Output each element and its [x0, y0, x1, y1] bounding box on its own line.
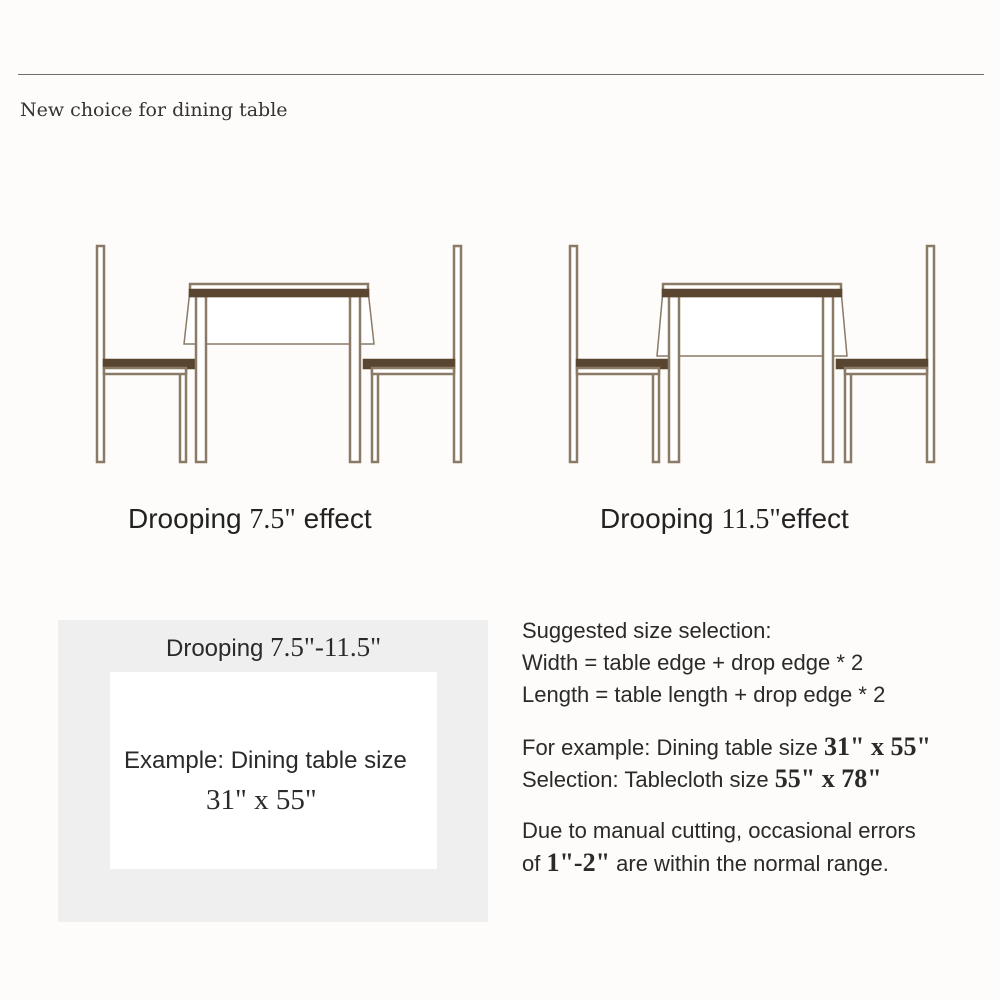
caption-suffix: effect — [303, 503, 372, 534]
tablecloth-drape — [184, 290, 374, 344]
notes-selection-prefix: Selection: Tablecloth size — [522, 767, 769, 792]
notes-length-formula: Length = table length + drop edge * 2 — [522, 682, 886, 707]
caption-drop-11-5 — [600, 503, 849, 536]
tablecloth-illustration — [110, 672, 437, 869]
table-diagram-7-5 — [92, 240, 472, 470]
table-diagram-11-5 — [565, 240, 945, 470]
caption-prefix: Drooping — [600, 503, 714, 534]
right-chair-leg — [372, 368, 378, 462]
top-divider — [18, 74, 984, 75]
caption-value: 11.5" — [721, 504, 781, 535]
right-chair-back — [454, 246, 461, 462]
left-chair-apron — [577, 368, 659, 374]
caption-drop-7-5 — [128, 503, 372, 536]
notes-heading: Suggested size selection: — [522, 618, 772, 643]
notes-selection-line — [522, 763, 931, 795]
right-chair-apron — [845, 368, 927, 374]
notes-error-suffix: are within the normal range. — [616, 851, 889, 876]
notes-error-value: 1"-2" — [546, 848, 611, 877]
example-panel — [58, 620, 488, 922]
notes-example-prefix: For example: Dining table size — [522, 735, 818, 760]
size-notes — [522, 615, 931, 879]
example-label: Example: Dining table size — [124, 747, 407, 774]
notes-example-line — [522, 731, 931, 763]
table-top-wood — [663, 290, 841, 296]
left-chair-back — [570, 246, 577, 462]
left-chair-leg — [653, 368, 659, 462]
table-leg-right — [823, 296, 833, 462]
notes-selection-value: 55" x 78" — [774, 764, 882, 793]
left-chair-back — [97, 246, 104, 462]
notes-width-formula: Width = table edge + drop edge * 2 — [522, 650, 864, 675]
table-leg-left — [196, 296, 206, 462]
notes-error-line2 — [522, 847, 931, 879]
panel-title-value: 7.5"-11.5" — [270, 632, 382, 662]
header-title: New choice for dining table — [20, 99, 288, 121]
tablecloth-drape — [657, 290, 847, 356]
right-chair-leg — [845, 368, 851, 462]
example-value: 31" x 55" — [206, 784, 317, 816]
panel-title — [166, 632, 381, 663]
notes-error-prefix: of — [522, 851, 541, 876]
left-chair-leg — [180, 368, 186, 462]
right-chair-back — [927, 246, 934, 462]
table-leg-right — [350, 296, 360, 462]
table-top-wood — [190, 290, 368, 296]
right-chair-apron — [372, 368, 454, 374]
caption-suffix: effect — [780, 503, 849, 534]
left-chair-apron — [104, 368, 186, 374]
caption-prefix: Drooping — [128, 503, 242, 534]
caption-value: 7.5" — [249, 504, 296, 535]
notes-example-value: 31" x 55" — [824, 732, 931, 761]
notes-error-line1: Due to manual cutting, occasional errors — [522, 818, 916, 843]
table-leg-left — [669, 296, 679, 462]
panel-title-prefix: Drooping — [166, 635, 264, 662]
